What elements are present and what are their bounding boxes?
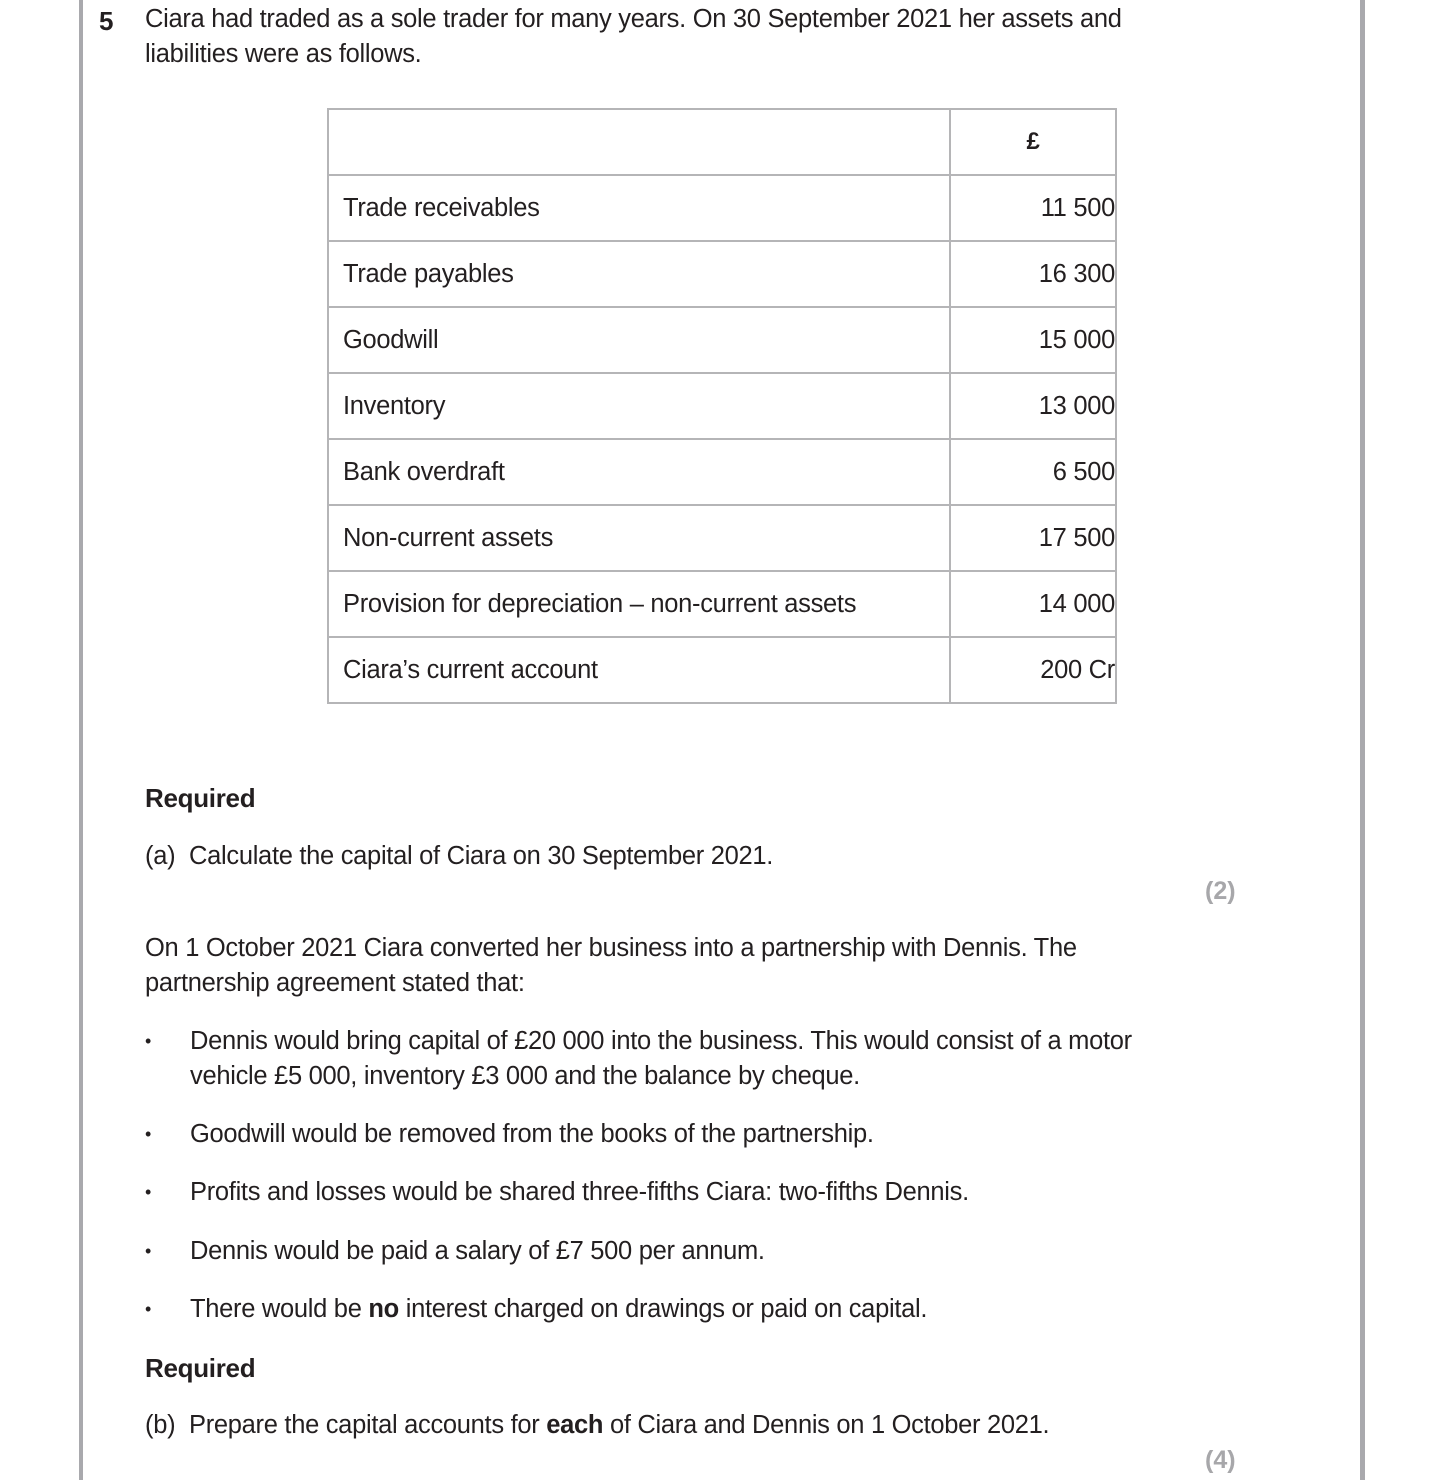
bullet-icon: • [145, 1124, 152, 1144]
row-description: Trade receivables [328, 175, 950, 241]
emphasis-each: each [546, 1411, 604, 1439]
part-a-marks: (2) [1205, 877, 1236, 905]
bullet-icon: • [145, 1241, 152, 1261]
row-amount: 200 Cr [950, 637, 1116, 703]
table-row [328, 505, 1116, 571]
row-description: Goodwill [328, 307, 950, 373]
part-b-label: (b) [145, 1411, 176, 1439]
partnership-intro: On 1 October 2021 Ciara converted her business into a partnership with Dennis. The partnership agreement stated that: [145, 934, 1077, 997]
bullet-text: Profits and losses would be shared three-fifths Ciara: two-fifths Dennis. [190, 1178, 969, 1206]
page-margin-right-rule [1360, 0, 1365, 1480]
part-a-instruction [145, 839, 773, 874]
table-row [328, 307, 1116, 373]
agreement-bullet [145, 1175, 1185, 1210]
header-description-cell [328, 109, 950, 175]
bullet-icon: • [145, 1299, 152, 1319]
row-amount: 17 500 [950, 505, 1116, 571]
table-row [328, 241, 1116, 307]
bullet-text: Dennis would bring capital of £20 000 into the business. This would consist of a motor vehicle £5 000, inventory £3 000 and the balance by cheque. [190, 1027, 1132, 1090]
bullet-icon: • [145, 1182, 152, 1202]
table-row [328, 571, 1116, 637]
row-description: Inventory [328, 373, 950, 439]
row-description: Provision for depreciation – non-current assets [328, 571, 950, 637]
agreement-bullet [145, 1234, 1185, 1269]
required-heading-a: Required [145, 783, 256, 813]
agreement-bullet [145, 1117, 1185, 1152]
table-row [328, 373, 1116, 439]
part-a-label: (a) [145, 842, 176, 870]
row-amount: 16 300 [950, 241, 1116, 307]
part-b-marks: (4) [1205, 1446, 1236, 1474]
table-row [328, 439, 1116, 505]
emphasis-no: no [368, 1295, 399, 1323]
row-amount: 11 500 [950, 175, 1116, 241]
row-amount: 14 000 [950, 571, 1116, 637]
row-amount: 13 000 [950, 373, 1116, 439]
assets-liabilities-table [327, 108, 1117, 704]
row-description: Non-current assets [328, 505, 950, 571]
page-margin-left-rule [79, 0, 83, 1480]
question-intro: Ciara had traded as a sole trader for many years. On 30 September 2021 her assets and liabilities were as follows. [145, 5, 1122, 68]
part-b-instruction: (b) Prepare the capital accounts for each of Ciara and Dennis on 1 October 2021. [145, 1408, 1049, 1443]
table-header-row [328, 109, 1116, 175]
bullet-text: Dennis would be paid a salary of £7 500 per annum. [190, 1237, 765, 1265]
bullet-icon: • [145, 1031, 152, 1051]
table-row [328, 175, 1116, 241]
row-amount: 6 500 [950, 439, 1116, 505]
row-description: Bank overdraft [328, 439, 950, 505]
bullet-text: Goodwill would be removed from the books of the partnership. [190, 1120, 874, 1148]
bullet-text: There would be no interest charged on drawings or paid on capital. [190, 1295, 928, 1323]
question-number: 5 [99, 6, 114, 36]
agreement-bullet [145, 1292, 1185, 1327]
table-row [328, 637, 1116, 703]
part-a-text: Calculate the capital of Ciara on 30 September 2021. [189, 842, 774, 870]
row-amount: 15 000 [950, 307, 1116, 373]
header-currency-cell: £ [950, 109, 1116, 175]
row-description: Trade payables [328, 241, 950, 307]
required-heading-b: Required [145, 1353, 256, 1383]
row-description: Ciara’s current account [328, 637, 950, 703]
agreement-bullet [145, 1024, 1185, 1094]
